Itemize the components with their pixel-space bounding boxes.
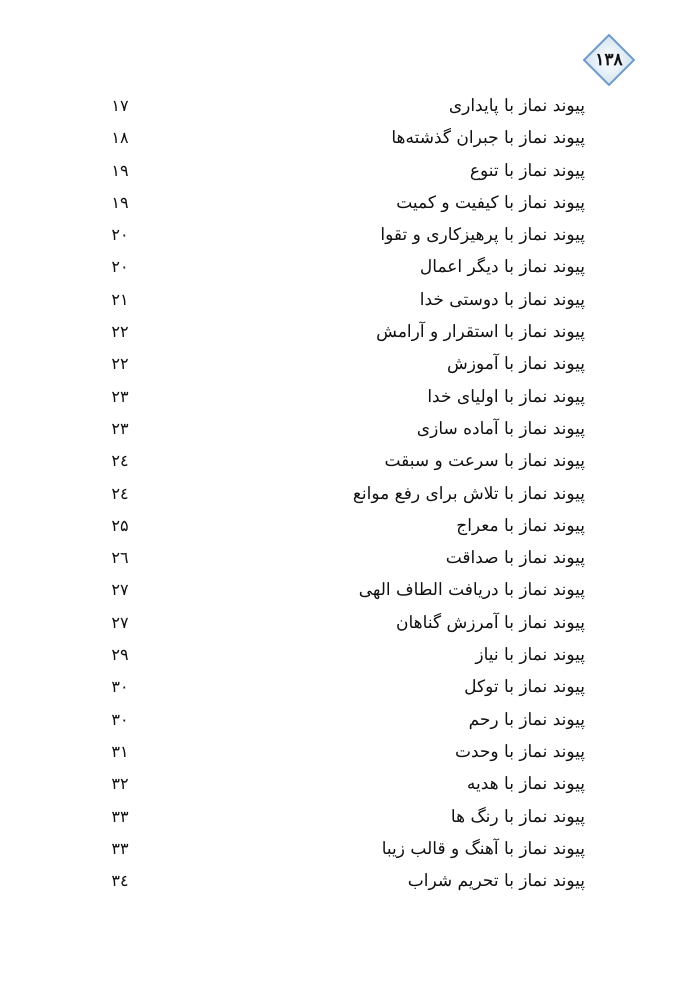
toc-entry <box>100 574 585 606</box>
toc-entry <box>100 122 585 154</box>
toc-entry-title: پیوند نماز با دریافت الطاف الهی <box>358 580 585 601</box>
table-of-contents <box>100 90 585 897</box>
toc-entry <box>100 768 585 800</box>
toc-entry-title: پیوند نماز با صداقت <box>445 548 585 569</box>
toc-entry <box>100 316 585 348</box>
toc-entry-title: پیوند نماز با تنوع <box>469 160 585 181</box>
toc-entry-page-number: ۲۰ <box>111 225 129 245</box>
toc-entry-page-number: ۲۱ <box>111 289 129 309</box>
toc-entry <box>100 251 585 283</box>
toc-entry-title: پیوند نماز با معراج <box>456 515 585 536</box>
toc-entry-title: پیوند نماز با هدیه <box>466 774 585 795</box>
toc-entry-page-number: ۳۰ <box>111 677 129 697</box>
toc-entry-page-number: ۱۹ <box>111 160 129 180</box>
toc-entry <box>100 801 585 833</box>
toc-entry-title: پیوند نماز با آهنگ و قالب زیبا <box>381 838 585 859</box>
toc-entry <box>100 510 585 542</box>
toc-entry-page-number: ۱۸ <box>111 128 129 148</box>
toc-entry-page-number: ۳۱ <box>111 741 129 761</box>
toc-entry-title: پیوند نماز با آماده سازی <box>416 418 585 439</box>
toc-entry-page-number: ۳۳ <box>111 806 129 826</box>
page-number: ۱۳۸ <box>595 50 623 70</box>
toc-entry-title: پیوند نماز با آمرزش گناهان <box>396 612 585 633</box>
page-number-badge <box>583 34 635 86</box>
toc-entry-title: پیوند نماز با دوستی خدا <box>419 289 585 310</box>
toc-entry <box>100 284 585 316</box>
toc-entry-page-number: ۲٦ <box>111 548 129 568</box>
toc-entry <box>100 833 585 865</box>
toc-entry <box>100 542 585 574</box>
toc-entry-page-number: ۱۷ <box>111 96 129 115</box>
toc-entry-title: پیوند نماز با آموزش <box>447 354 585 375</box>
toc-entry-title: پیوند نماز با رنگ ها <box>450 806 585 827</box>
toc-entry <box>100 671 585 703</box>
toc-entry <box>100 704 585 736</box>
toc-entry-page-number: ۳٤ <box>111 871 129 891</box>
toc-entry-page-number: ۲۷ <box>111 612 129 632</box>
toc-entry-page-number: ۳۲ <box>111 774 129 794</box>
toc-entry-page-number: ۲۳ <box>111 418 129 438</box>
toc-entry-page-number: ۳۰ <box>111 709 129 729</box>
toc-entry <box>100 478 585 510</box>
toc-entry-page-number: ۱۹ <box>111 192 129 212</box>
toc-entry <box>100 865 585 897</box>
toc-entry-title: پیوند نماز با تلاش برای رفع موانع <box>352 483 585 504</box>
toc-entry <box>100 90 585 122</box>
toc-entry-title: پیوند نماز با سرعت و سبقت <box>384 451 585 472</box>
toc-entry <box>100 381 585 413</box>
toc-entry <box>100 348 585 380</box>
toc-entry-title: پیوند نماز با اولیای خدا <box>427 386 585 407</box>
toc-entry-page-number: ۲۹ <box>111 645 129 665</box>
toc-entry-page-number: ۲۰ <box>111 257 129 277</box>
toc-entry-title: پیوند نماز با وحدت <box>454 741 585 762</box>
toc-entry-page-number: ۲۵ <box>111 515 129 535</box>
toc-entry-title: پیوند نماز با پرهیزکاری و تقوا <box>380 225 585 246</box>
toc-entry-page-number: ۲۳ <box>111 386 129 406</box>
toc-entry <box>100 445 585 477</box>
toc-entry-title: پیوند نماز با نیاز <box>475 645 585 666</box>
toc-entry-page-number: ۲۷ <box>111 580 129 600</box>
toc-entry <box>100 187 585 219</box>
toc-entry-page-number: ۲۲ <box>111 322 129 342</box>
toc-entry-title: پیوند نماز با دیگر اعمال <box>419 257 585 278</box>
toc-entry <box>100 155 585 187</box>
toc-entry-title: پیوند نماز با تحریم شراب <box>407 871 585 892</box>
toc-entry-title: پیوند نماز با جبران گذشته‌ها <box>391 128 585 149</box>
toc-entry <box>100 219 585 251</box>
toc-entry-page-number: ۳۳ <box>111 838 129 858</box>
toc-entry <box>100 736 585 768</box>
toc-entry-title: پیوند نماز با استقرار و آرامش <box>376 322 585 343</box>
toc-entry-page-number: ۲٤ <box>111 483 129 503</box>
toc-entry <box>100 413 585 445</box>
toc-entry <box>100 607 585 639</box>
toc-entry-title: پیوند نماز با کیفیت و کمیت <box>396 192 585 213</box>
toc-entry <box>100 639 585 671</box>
toc-entry-title: پیوند نماز با رحم <box>468 709 585 730</box>
toc-entry-title: پیوند نماز با پایداری <box>448 96 585 116</box>
toc-entry-page-number: ۲٤ <box>111 451 129 471</box>
toc-entry-title: پیوند نماز با توکل <box>464 677 585 698</box>
toc-entry-page-number: ۲۲ <box>111 354 129 374</box>
